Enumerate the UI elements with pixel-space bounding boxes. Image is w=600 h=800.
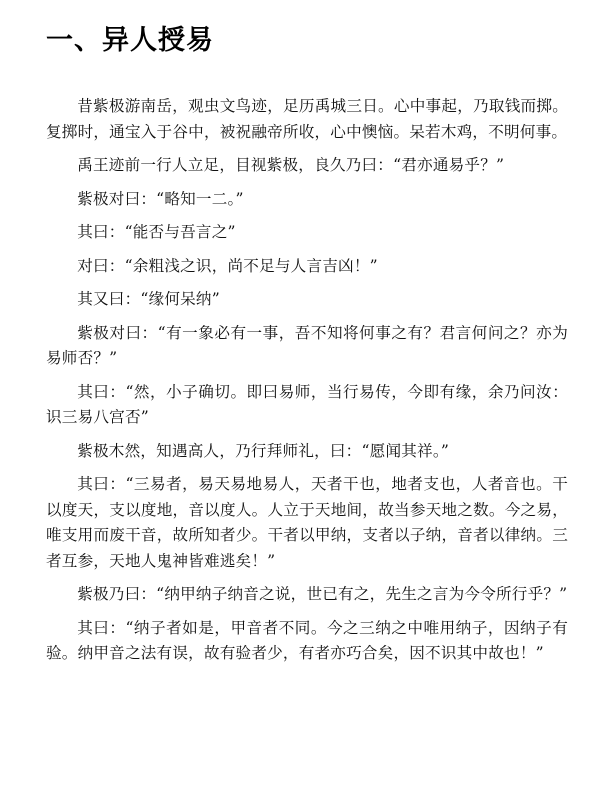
paragraph: 紫极对曰：“有一象必有一事，吾不知将何事之有？君言何问之？亦为易师否？” (46, 323, 568, 367)
chapter-title: 一、异人授易 (46, 25, 214, 56)
paragraph: 其曰：“纳子者如是，甲音者不同。今之三纳之中唯用纳子，因纳子有验。纳甲音之法有误，故有验者少，有者亦巧合矣，因不识其中故也！” (46, 618, 568, 662)
paragraph: 紫极乃曰：“纳甲纳子纳音之说，世已有之，先生之言为今令所行乎？” (77, 585, 568, 603)
paragraph: 昔紫极游南岳，观虫文鸟迹，足历禹城三日。心中事起，乃取钱而掷。复掷时，通宝入于谷中，被祝融帝所收，心中懊恼。呆若木鸡，不明何事。 (46, 97, 568, 141)
chapter-body (46, 94, 568, 675)
paragraph: 其曰：“能否与吾言之” (77, 223, 236, 241)
paragraph: 其曰：“三易者，易天易地易人，天者干也，地者支也，人者音也。干以度天，支以度地，音以度人。人立于天地间，故当参天地之数。今之易，唯支用而废干音，故所知者少。干者以甲纳，支者以子纳，音者以律纳。三者互参，天地人鬼神皆难逃矣！” (46, 475, 568, 570)
paragraph: 紫极木然，知遇高人，乃行拜师礼，曰：“愿闻其祥。” (77, 441, 449, 460)
paragraph: 其曰：“然，小子确切。即曰易师，当行易传，今即有缘，余乃问汝：识三易八宫否” (46, 382, 568, 426)
paragraph: 其又曰：“缘何呆纳” (77, 290, 220, 308)
paragraph: 禹王迹前一行人立足，目视紫极，良久乃曰：“君亦通易乎？” (77, 156, 505, 174)
paragraph: 对曰：“余粗浅之识，尚不足与人言吉凶！” (77, 256, 378, 275)
paragraph: 紫极对曰：“略知一二。” (77, 189, 244, 208)
